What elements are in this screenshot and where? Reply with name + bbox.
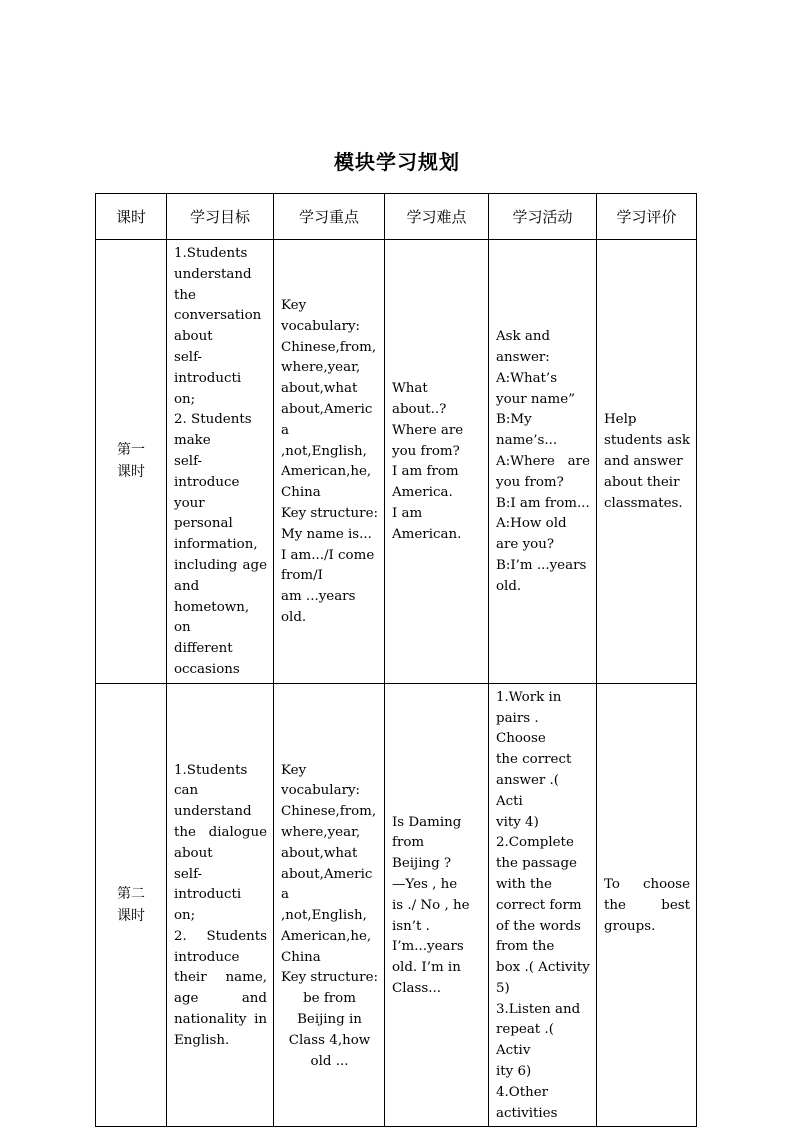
- text-line: I am from: [392, 464, 459, 480]
- text-line: Beijing ?: [392, 856, 452, 872]
- text-line: about: [174, 845, 213, 861]
- period-cell: [96, 240, 167, 684]
- header-difficulty: 学习难点: [385, 194, 489, 240]
- text-line: China: [281, 485, 321, 501]
- text-line: age and: [174, 991, 267, 1007]
- text-line: self-introducti: [174, 349, 242, 386]
- activities-cell: [489, 683, 597, 1127]
- text-line: A:What’s: [496, 370, 558, 386]
- text-line: My name is...: [281, 526, 372, 542]
- text-line: China: [281, 949, 321, 965]
- text-line: pairs . Choose: [496, 710, 546, 747]
- text-line: about,America: [281, 866, 373, 903]
- text-line: vocabulary:: [281, 318, 361, 334]
- text-line: Where are: [392, 422, 464, 438]
- text-line: Key structure:: [281, 970, 379, 986]
- text-line: correct form: [496, 897, 582, 913]
- text-line: conversation: [174, 308, 262, 324]
- header-focus: 学习重点: [274, 194, 385, 240]
- table-row: [96, 240, 697, 684]
- text-line: Class 4,how: [288, 1032, 371, 1048]
- text-line: ity 6): [496, 1064, 532, 1080]
- period-cell: [96, 683, 167, 1127]
- text-line: 2.Complete: [496, 835, 574, 851]
- text-line: self-introduce: [174, 453, 240, 490]
- text-line: repeat .( Activ: [496, 1022, 554, 1059]
- text-line: where,year,: [281, 824, 361, 840]
- text-line: American.: [392, 526, 462, 542]
- period-line: 第一: [117, 442, 145, 459]
- text-line: activities: [496, 1105, 558, 1121]
- activities-cell: [489, 240, 597, 684]
- text-line: and: [174, 578, 200, 594]
- text-line: B:I’m ...years: [496, 557, 587, 573]
- text-line: 2. Students: [174, 928, 267, 944]
- period-line: 课时: [117, 908, 145, 925]
- text-line: where,year,: [281, 360, 361, 376]
- difficulty-cell: [385, 683, 489, 1127]
- text-line: the passage: [496, 856, 577, 872]
- text-line: B:My: [496, 412, 532, 428]
- text-line: the dialogue: [174, 824, 267, 840]
- text-line: from: [392, 835, 425, 851]
- text-line: name’s...: [496, 433, 558, 449]
- evaluation-cell: [597, 683, 697, 1127]
- period-line: 第二: [117, 886, 145, 903]
- text-line: are you?: [496, 537, 554, 553]
- header-evaluation: 学习评价: [597, 194, 697, 240]
- text-line: and answer: [604, 453, 683, 469]
- text-line: Key: [281, 297, 307, 313]
- text-line: 2. Students: [174, 412, 252, 428]
- text-line: I’m...years: [392, 939, 464, 955]
- text-line: vocabulary:: [281, 783, 361, 799]
- text-line: Key structure:: [281, 505, 379, 521]
- text-line: old ...: [310, 1053, 349, 1069]
- text-line: hometown, on: [174, 599, 250, 636]
- text-line: including age: [174, 557, 267, 573]
- table-row: [96, 683, 697, 1127]
- text-line: answer:: [496, 349, 550, 365]
- evaluation-cell: [597, 240, 697, 684]
- text-line: B:I am from...: [496, 495, 590, 511]
- header-period: 课时: [96, 194, 167, 240]
- focus-cell: [274, 683, 385, 1127]
- text-line: Is Daming: [392, 814, 462, 830]
- text-line: Chinese,from,: [281, 339, 377, 355]
- text-line: occasions: [174, 661, 240, 677]
- text-line: information,: [174, 537, 258, 553]
- text-line: English.: [174, 1032, 230, 1048]
- text-line: American,he,: [281, 928, 372, 944]
- text-line: about,what: [281, 381, 358, 397]
- text-line: you from?: [496, 474, 564, 490]
- goals-cell: [167, 240, 274, 684]
- text-line: 1.Students: [174, 762, 248, 778]
- text-line: from/I: [281, 568, 323, 584]
- text-line: about,America: [281, 401, 373, 438]
- period-line: 课时: [117, 464, 145, 481]
- text-line: be from: [303, 991, 356, 1007]
- study-plan-table: [95, 193, 697, 1127]
- text-line: about their: [604, 474, 680, 490]
- header-goals: 学习目标: [167, 194, 274, 240]
- text-line: groups.: [604, 918, 656, 934]
- text-line: different: [174, 641, 233, 657]
- text-line: can: [174, 783, 199, 799]
- text-line: America.: [392, 485, 453, 501]
- focus-cell: [274, 240, 385, 684]
- text-line: about: [174, 329, 213, 345]
- goals-cell: [167, 683, 274, 1127]
- text-line: 3.Listen and: [496, 1001, 581, 1017]
- text-line: the correct: [496, 752, 572, 768]
- text-line: 1.Work in: [496, 689, 562, 705]
- text-line: on;: [174, 391, 196, 407]
- text-line: understand: [174, 804, 252, 820]
- text-line: —Yes , he: [392, 876, 458, 892]
- text-line: ,not,English,: [281, 908, 367, 924]
- page-title: 模块学习规划: [334, 150, 460, 174]
- text-line: ,not,English,: [281, 443, 367, 459]
- text-line: answer .( Acti: [496, 772, 560, 809]
- text-line: of the words: [496, 918, 581, 934]
- text-line: To choose: [604, 876, 690, 892]
- text-line: from the: [496, 939, 555, 955]
- text-line: understand: [174, 266, 252, 282]
- text-line: students ask: [604, 433, 690, 449]
- text-line: the: [174, 287, 196, 303]
- text-line: you from?: [392, 443, 460, 459]
- text-line: Chinese,from,: [281, 804, 377, 820]
- header-activities: 学习活动: [489, 194, 597, 240]
- text-line: Beijing in: [297, 1012, 362, 1028]
- text-line: A:Where are: [496, 453, 590, 469]
- text-line: isn’t .: [392, 918, 430, 934]
- text-line: Key: [281, 762, 307, 778]
- text-line: box .( Activity: [496, 960, 590, 976]
- text-line: am ...years: [281, 589, 356, 605]
- header-row: [96, 194, 697, 240]
- text-line: old.: [496, 578, 522, 594]
- text-line: A:How old: [496, 516, 567, 532]
- text-line: 4.Other: [496, 1084, 549, 1100]
- text-line: on;: [174, 908, 196, 924]
- text-line: 1.Students: [174, 246, 248, 261]
- text-line: Help: [604, 412, 637, 428]
- text-line: classmates.: [604, 495, 683, 511]
- text-line: your personal: [174, 495, 233, 532]
- text-line: introduce: [174, 949, 240, 965]
- text-line: vity 4): [496, 814, 539, 830]
- text-line: What about..?: [392, 381, 447, 417]
- difficulty-cell: [385, 240, 489, 684]
- text-line: nationality in: [174, 1012, 267, 1028]
- text-line: self-introducti: [174, 866, 242, 903]
- text-line: American,he,: [281, 464, 372, 480]
- text-line: with the: [496, 876, 552, 892]
- text-line: 5): [496, 980, 510, 996]
- text-line: the best: [604, 897, 690, 913]
- text-line: your name”: [496, 391, 575, 407]
- text-line: is ./ No , he: [392, 897, 470, 913]
- text-line: their name,: [174, 970, 267, 986]
- text-line: old. I’m in: [392, 960, 461, 976]
- text-line: Ask and: [496, 329, 551, 345]
- text-line: I am: [392, 505, 423, 521]
- text-line: about,what: [281, 845, 358, 861]
- text-line: make: [174, 433, 211, 449]
- text-line: I am.../I come: [281, 547, 375, 563]
- text-line: old.: [281, 609, 307, 625]
- text-line: Class...: [392, 980, 442, 996]
